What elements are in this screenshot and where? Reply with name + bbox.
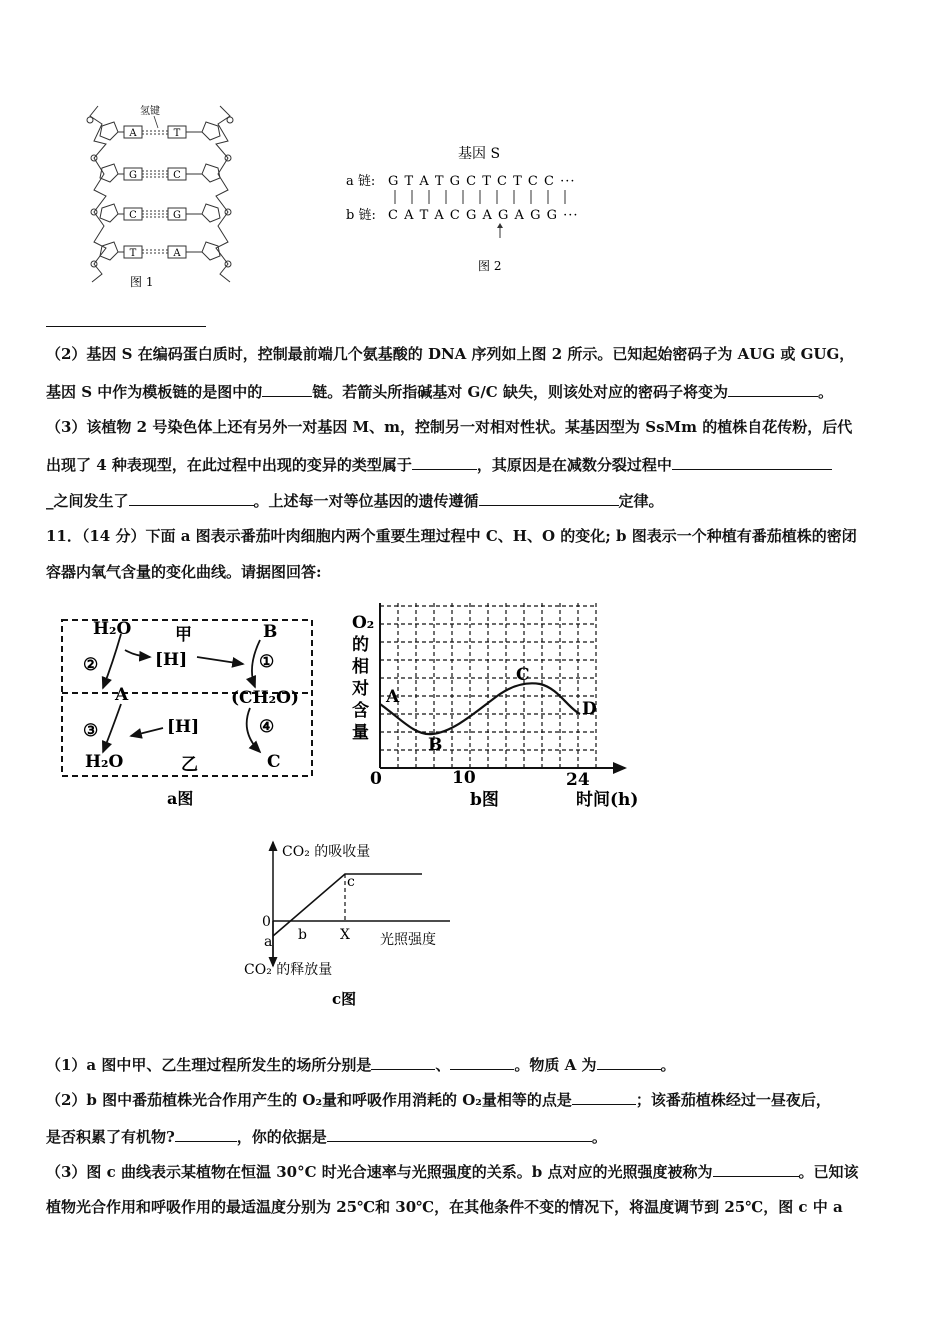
svg-text:相: 相	[352, 657, 369, 677]
svg-text:D: D	[582, 699, 597, 719]
svg-text:A: A	[115, 685, 129, 705]
q10-part2-line1: （2）基因 S 在编码蛋白质时，控制最前端几个氨基酸的 DNA 序列如上图 2 所示。已知起始密码子为 AUG 或 GUG，	[46, 345, 855, 363]
separator-line	[46, 326, 206, 327]
q10-part3-line1: （3）该植物 2 号染色体上还有另外一对基因 M、m，控制另一对相对性状。某基因型为 SsMm 的植株自花传粉，后代	[46, 418, 853, 436]
answer-blank-template-strand[interactable]	[262, 382, 312, 397]
base-pair-4	[118, 246, 202, 259]
answer-blank-exchange[interactable]	[129, 491, 254, 506]
svg-text:A: A	[386, 687, 400, 707]
svg-text:O₂: O₂	[352, 613, 375, 633]
svg-text:[H]: [H]	[167, 717, 200, 737]
figure-c-light-response	[240, 836, 480, 1016]
svg-text:T: T	[129, 248, 137, 259]
base-pair-3	[118, 208, 202, 221]
q11-intro-line1: 11．（14 分）下面 a 图表示番茄叶肉细胞内两个重要生理过程中 C、H、O 的变化; b 图表示一个种植有番茄植株的密闭	[46, 527, 857, 545]
svg-text:H₂O: H₂O	[85, 752, 124, 772]
q10-part3-line3: _之间发生了 。上述每一对等位基因的遗传遵循 定律。	[46, 492, 664, 510]
svg-text:H₂O: H₂O	[93, 619, 132, 639]
answer-blank-variation-type[interactable]	[412, 455, 477, 470]
hydrogen-bond-label: 氢键	[140, 106, 160, 117]
svg-text:0: 0	[262, 914, 271, 930]
svg-text:CO₂ 的释放量: CO₂ 的释放量	[244, 962, 333, 978]
svg-text:G: G	[129, 170, 137, 181]
answer-blank-meiosis-stage[interactable]	[672, 455, 832, 470]
q10-part2-line2: 基因 S 中作为模板链的是图中的 链。若箭头所指碱基对 G/C 缺失，则该处对应的密码子将变为 。	[46, 383, 833, 401]
svg-text:[H]: [H]	[155, 650, 188, 670]
svg-text:C: C	[267, 752, 281, 772]
q11-part1: （1）a 图中甲、乙生理过程所发生的场所分别是 、 。物质 A 为 。	[46, 1056, 676, 1074]
svg-text:C: C	[516, 665, 530, 685]
answer-blank-substance-a[interactable]	[597, 1055, 661, 1070]
svg-text:c: c	[347, 874, 355, 890]
svg-text:0: 0	[370, 769, 382, 789]
answer-blank-reason[interactable]	[327, 1127, 592, 1142]
figure-2-caption: 图 2	[478, 259, 502, 273]
figure-c-caption: c图	[332, 990, 357, 1008]
svg-text:A: A	[173, 248, 181, 259]
figure-b-oxygen-curve	[340, 598, 650, 818]
svg-text:T: T	[173, 128, 181, 139]
answer-blank-accumulation[interactable]	[175, 1127, 237, 1142]
a-strand-sequence: G T A T G C T C T C C ···	[388, 174, 576, 189]
svg-text:甲: 甲	[175, 625, 192, 645]
svg-text:B: B	[428, 735, 443, 755]
svg-text:G: G	[173, 210, 181, 221]
svg-text:24: 24	[566, 770, 590, 790]
svg-text:(CH₂O): (CH₂O)	[231, 688, 299, 708]
svg-text:③: ③	[83, 721, 99, 741]
svg-text:乙: 乙	[181, 755, 198, 775]
svg-text:X: X	[340, 927, 350, 943]
base-pair-1	[118, 126, 202, 139]
svg-text:C: C	[173, 170, 181, 181]
svg-text:C: C	[129, 210, 137, 221]
svg-text:光照强度: 光照强度	[380, 932, 436, 948]
answer-blank-site-yi[interactable]	[450, 1055, 514, 1070]
q10-part3-line2: 出现了 4 种表现型，在此过程中出现的变异的类型属于 ，其原因是在减数分裂过程中	[46, 455, 908, 475]
svg-text:a: a	[264, 934, 273, 950]
svg-text:A: A	[129, 128, 137, 139]
figure-a-caption: a图	[167, 789, 194, 808]
base-pair-2	[118, 168, 202, 181]
answer-blank-light-compensation[interactable]	[713, 1162, 799, 1177]
svg-text:对: 对	[352, 679, 369, 699]
figure-a-process-diagram	[55, 612, 320, 812]
svg-text:②: ②	[83, 655, 99, 675]
answer-blank-equal-points[interactable]	[572, 1090, 636, 1105]
answer-blank-site-jia[interactable]	[371, 1055, 435, 1070]
oxygen-curve	[380, 683, 580, 734]
svg-text:CO₂ 的吸收量: CO₂ 的吸收量	[282, 844, 371, 860]
figure-b-caption: b图	[470, 790, 499, 810]
svg-text:④: ④	[259, 717, 275, 737]
figure-2-gene-sequence	[340, 140, 600, 280]
gene-s-title: 基因 S	[458, 146, 501, 162]
svg-text:量: 量	[352, 723, 369, 743]
svg-text:①: ①	[259, 652, 275, 672]
q11-intro-line2: 容器内氧气含量的变化曲线。请据图回答:	[46, 563, 322, 581]
b-strand-sequence: C A T A C G A G A G G ···	[388, 208, 579, 223]
figure-1-dna-structure	[80, 96, 240, 296]
figure-1-caption: 图 1	[130, 275, 154, 289]
a-strand-label: a 链:	[346, 174, 376, 189]
q11-part3-line1: （3）图 c 曲线表示某植物在恒温 30°C 时光合速率与光照强度的关系。b 点对应的光照强度被称为 。已知该	[46, 1163, 859, 1181]
svg-text:b: b	[298, 927, 307, 943]
svg-text:含: 含	[352, 701, 369, 721]
q11-part2-line1: （2）b 图中番茄植株光合作用产生的 O₂量和呼吸作用消耗的 O₂量相等的点是 ；该番茄植株经过一昼夜后，	[46, 1091, 831, 1109]
svg-text:B: B	[263, 622, 278, 642]
svg-text:时间(h): 时间(h)	[576, 790, 639, 810]
answer-blank-codon[interactable]	[728, 382, 818, 397]
answer-blank-law[interactable]	[479, 491, 619, 506]
b-strand-label: b 链:	[346, 208, 376, 223]
q11-part2-line2: 是否积累了有机物? ，你的依据是 。	[46, 1128, 607, 1146]
svg-text:10: 10	[452, 768, 476, 788]
svg-text:的: 的	[352, 635, 369, 655]
q11-part3-line2: 植物光合作用和呼吸作用的最适温度分别为 25℃和 30℃，在其他条件不变的情况下，将温度调节到 25℃，图 c 中 a	[46, 1198, 843, 1216]
arrow-up-icon	[497, 223, 503, 238]
